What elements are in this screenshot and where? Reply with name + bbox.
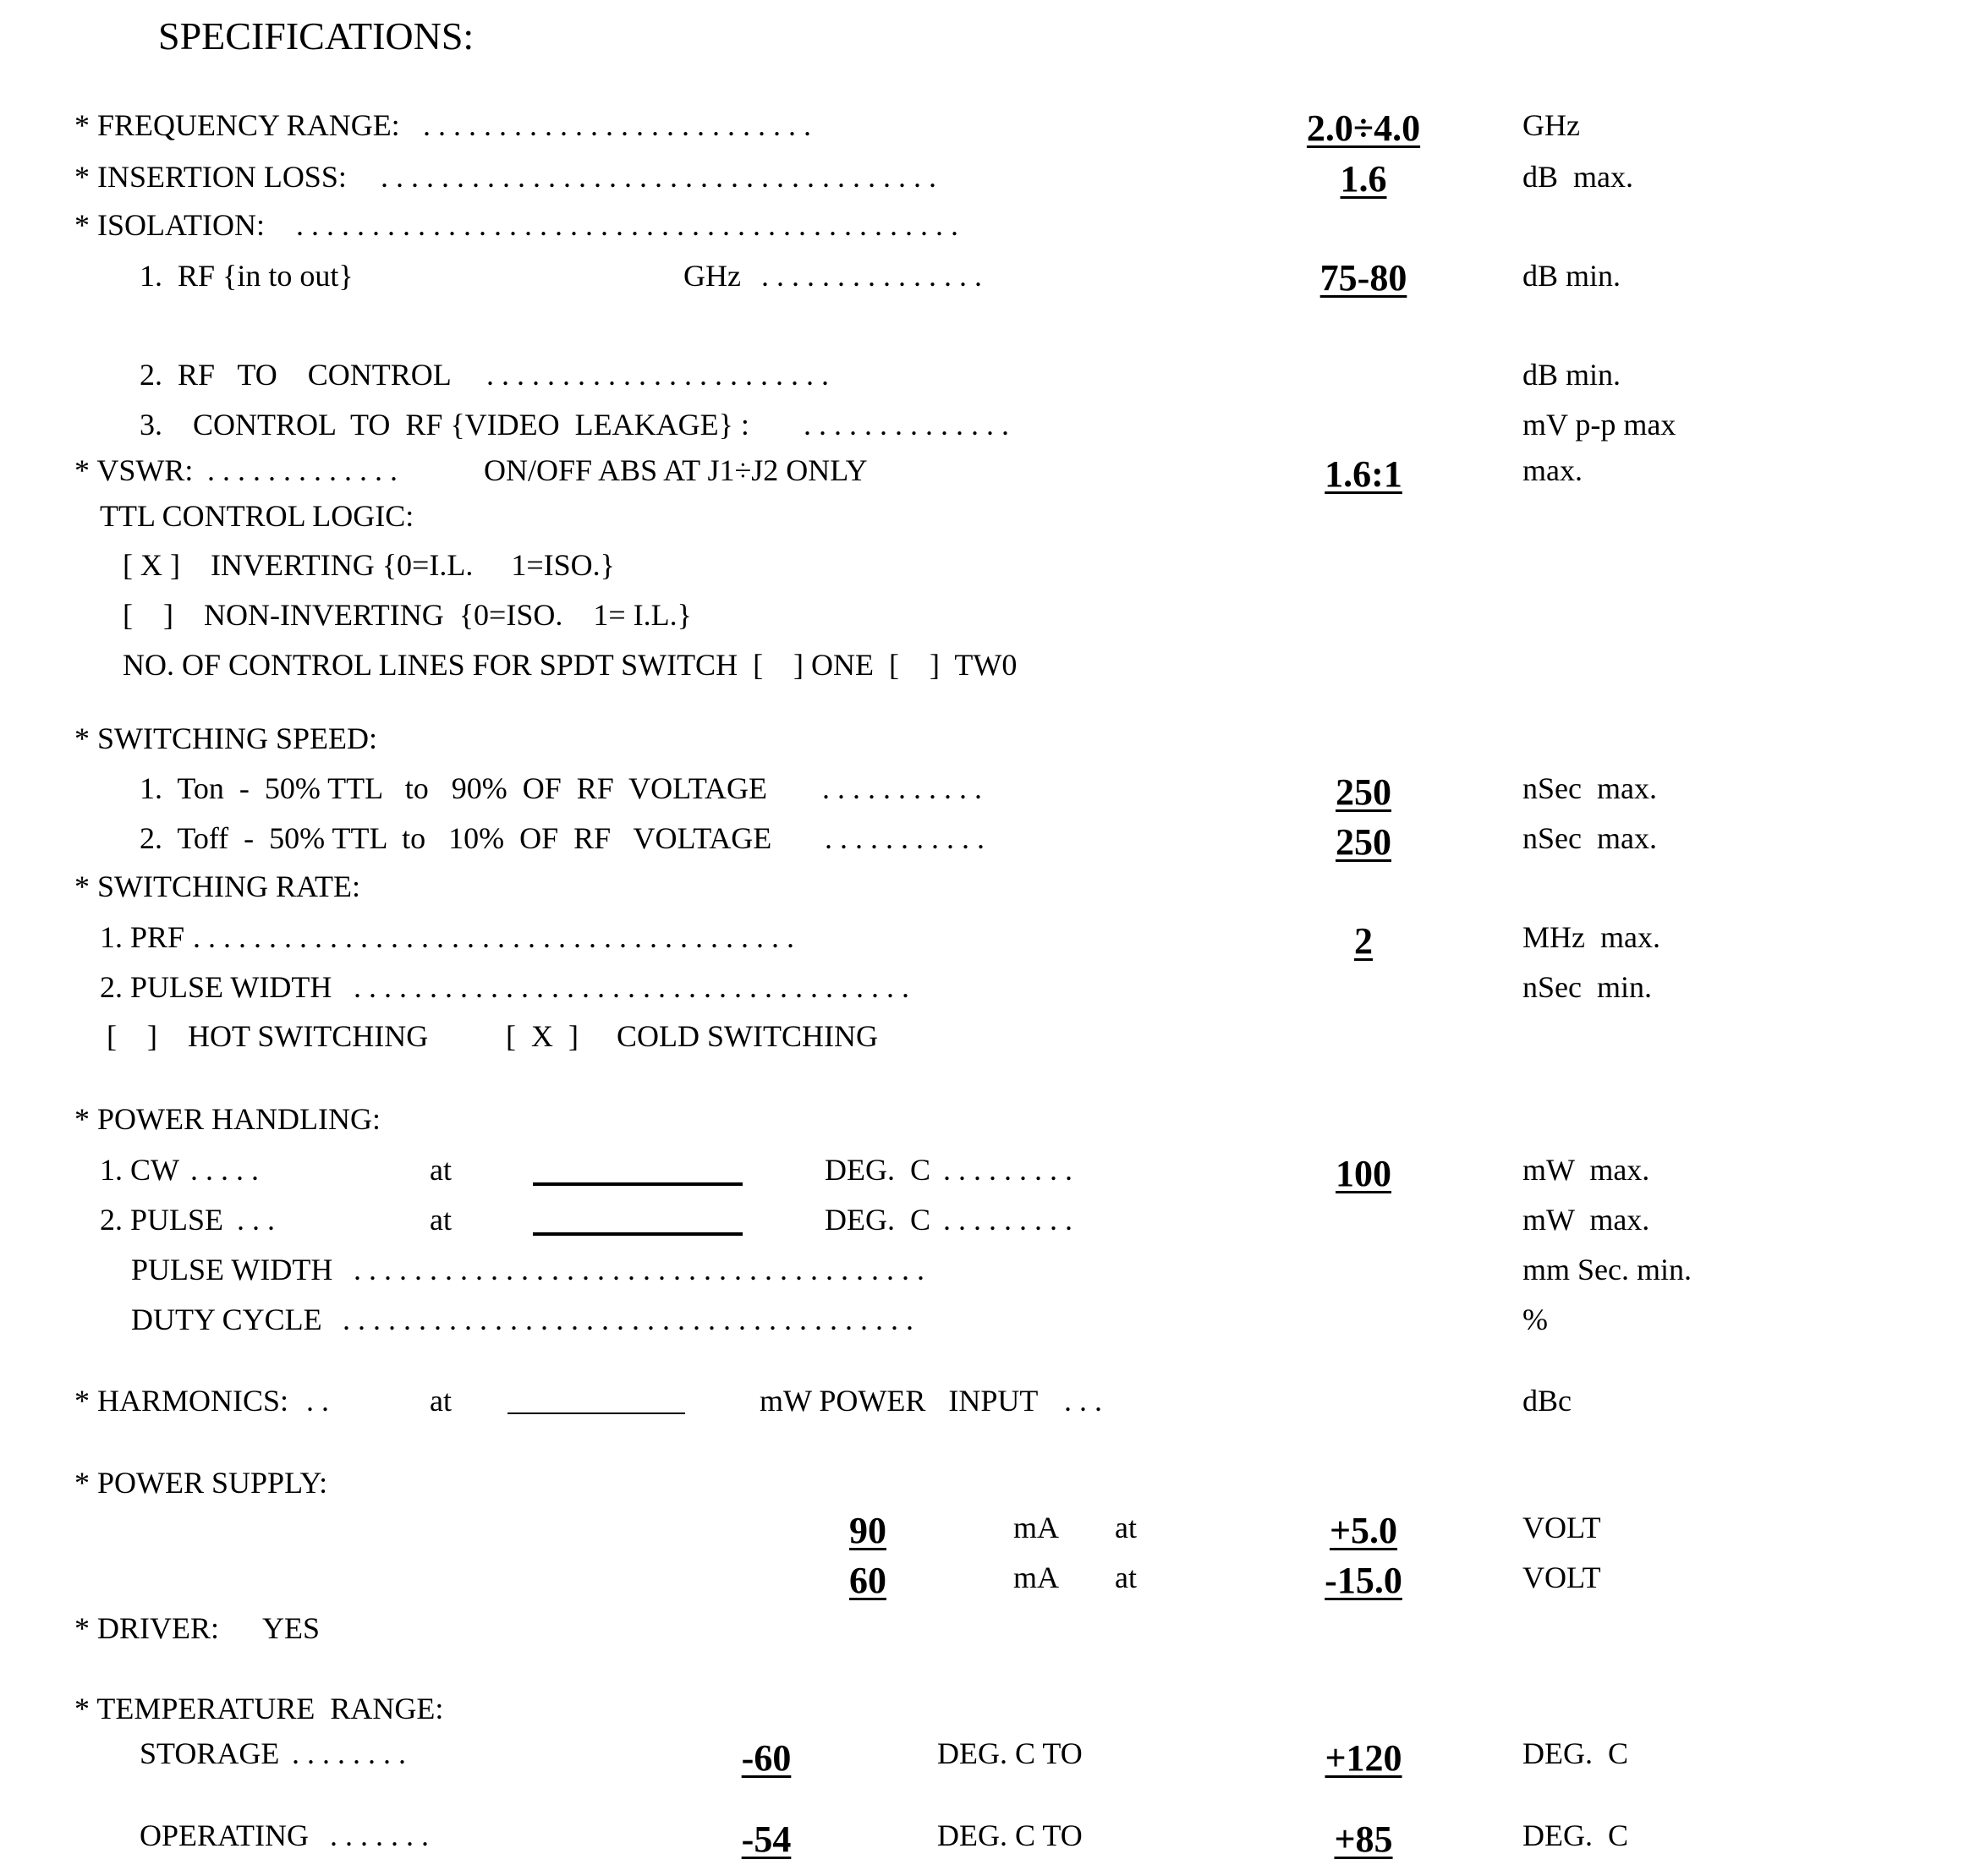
power-pulse-leader: . . .	[237, 1203, 275, 1237]
power-cw-temperature-blank	[533, 1182, 743, 1186]
switching-speed-toff-leader: . . . . . . . . . . .	[825, 821, 985, 855]
harmonics-label: * HARMONICS:	[74, 1384, 289, 1418]
power-supply-label: * POWER SUPPLY:	[74, 1466, 328, 1500]
operating-temp-max: +85	[1334, 1818, 1393, 1860]
power-cw-leader2: . . . . . . . . .	[943, 1153, 1073, 1187]
cold-switching-option: [ X ] COLD SWITCHING	[506, 1019, 878, 1053]
storage-temp-min: -60	[741, 1737, 792, 1779]
power-handling-label: * POWER HANDLING:	[74, 1102, 381, 1136]
isolation-control-to-rf-unit: mV p-p max	[1522, 408, 1676, 442]
power-supply-current: 90	[849, 1510, 886, 1551]
vswr-note: ON/OFF ABS AT J1÷J2 ONLY	[484, 453, 868, 487]
power-supply-unit: VOLT	[1522, 1511, 1601, 1544]
harmonics-unit: dBc	[1522, 1384, 1572, 1418]
operating-temp-min: -54	[741, 1818, 792, 1860]
switching-rate-prf-leader: . . . . . . . . . . . . . . . . . . . . . . . . . . . . . . . . . . . . . . . .	[193, 920, 794, 954]
switching-speed-ton-unit: nSec max.	[1522, 771, 1657, 805]
switching-rate-prf-unit: MHz max.	[1522, 920, 1660, 954]
isolation-rf-to-control-unit: dB min.	[1522, 358, 1621, 392]
power-supply-ma: mA	[1013, 1511, 1059, 1544]
power-supply-voltage: -15.0	[1325, 1560, 1402, 1601]
storage-temp-max: +120	[1325, 1737, 1402, 1779]
power-supply-at: at	[1115, 1561, 1137, 1594]
isolation-rf-in-out-label: 1. RF {in to out}	[140, 259, 354, 293]
driver-value: YES	[262, 1611, 321, 1645]
harmonics-leader: . .	[306, 1384, 329, 1418]
power-supply-current: 60	[849, 1560, 886, 1601]
ttl-control-lines: NO. OF CONTROL LINES FOR SPDT SWITCH [ ] ONE [ ] TW0	[123, 648, 1018, 682]
switching-speed-label: * SWITCHING SPEED:	[74, 721, 377, 755]
duty-cycle-label: DUTY CYCLE	[131, 1303, 322, 1336]
switching-speed-ton-label: 1. Ton - 50% TTL to 90% OF RF VOLTAGE	[140, 771, 767, 805]
ttl-control-logic-label: TTL CONTROL LOGIC:	[100, 499, 414, 533]
isolation-label: * ISOLATION:	[74, 208, 265, 242]
storage-temp-label: STORAGE	[140, 1736, 280, 1770]
power-cw-leader: . . . . .	[190, 1153, 259, 1187]
ttl-inverting-option: [ X ] INVERTING {0=I.L. 1=ISO.}	[123, 548, 615, 582]
switching-rate-pulse-width-leader: . . . . . . . . . . . . . . . . . . . . . . . . . . . . . . . . . . . . .	[354, 970, 909, 1004]
power-supply-voltage: +5.0	[1329, 1510, 1398, 1551]
switching-rate-pulse-width-unit: nSec min.	[1522, 970, 1652, 1004]
power-supply-at: at	[1115, 1511, 1137, 1544]
isolation-leader: . . . . . . . . . . . . . . . . . . . . . . . . . . . . . . . . . . . . . . . . . . . .	[296, 208, 958, 242]
insertion-loss-label: * INSERTION LOSS:	[74, 160, 347, 194]
frequency-range-leader: . . . . . . . . . . . . . . . . . . . . . . . . . .	[423, 108, 811, 142]
harmonics-power-blank	[507, 1412, 685, 1414]
power-supply-unit: VOLT	[1522, 1561, 1601, 1594]
power-pulse-at: at	[430, 1203, 452, 1237]
ttl-non-inverting-option: [ ] NON-INVERTING {0=ISO. 1= I.L.}	[123, 598, 692, 632]
isolation-rf-in-out-unit: dB min.	[1522, 259, 1621, 293]
vswr-value: 1.6:1	[1325, 453, 1402, 495]
storage-temp-to: DEG. C TO	[937, 1736, 1083, 1770]
power-pulse-width-unit: mm Sec. min.	[1522, 1253, 1692, 1286]
vswr-label: * VSWR:	[74, 453, 194, 487]
operating-temp-to: DEG. C TO	[937, 1818, 1083, 1852]
harmonics-input: mW POWER INPUT	[760, 1384, 1039, 1418]
insertion-loss-leader: . . . . . . . . . . . . . . . . . . . . . . . . . . . . . . . . . . . . .	[381, 160, 936, 194]
storage-temp-unit: DEG. C	[1522, 1736, 1628, 1770]
isolation-rf-to-control-label: 2. RF TO CONTROL	[140, 358, 452, 392]
harmonics-leader2: . . .	[1064, 1384, 1102, 1418]
power-pulse-deg: DEG. C	[825, 1203, 930, 1237]
duty-cycle-unit: %	[1522, 1303, 1548, 1336]
operating-temp-label: OPERATING	[140, 1818, 310, 1852]
isolation-rf-in-out-ghz: GHz	[683, 259, 741, 293]
switching-speed-toff-label: 2. Toff - 50% TTL to 10% OF RF VOLTAGE	[140, 821, 772, 855]
storage-temp-leader: . . . . . . . .	[292, 1736, 406, 1770]
operating-temp-unit: DEG. C	[1522, 1818, 1628, 1852]
power-pulse-leader2: . . . . . . . . .	[943, 1203, 1073, 1237]
isolation-rf-in-out-leader: . . . . . . . . . . . . . . .	[761, 259, 982, 293]
switching-speed-ton-value: 250	[1336, 771, 1391, 813]
vswr-unit: max.	[1522, 453, 1583, 487]
power-cw-at: at	[430, 1153, 452, 1187]
power-cw-value: 100	[1336, 1153, 1391, 1194]
insertion-loss-value: 1.6	[1340, 158, 1387, 200]
page-title: SPECIFICATIONS:	[158, 14, 475, 58]
duty-cycle-leader: . . . . . . . . . . . . . . . . . . . . . . . . . . . . . . . . . . . . . .	[343, 1303, 913, 1336]
power-cw-unit: mW max.	[1522, 1153, 1650, 1187]
vswr-leader: . . . . . . . . . . . . .	[207, 453, 398, 487]
insertion-loss-unit: dB max.	[1522, 160, 1633, 194]
switching-rate-prf-label: 1. PRF	[100, 920, 185, 954]
frequency-range-unit: GHz	[1522, 108, 1580, 142]
power-pulse-label: 2. PULSE	[100, 1203, 224, 1237]
isolation-control-to-rf-leader: . . . . . . . . . . . . . .	[804, 408, 1009, 442]
power-pulse-width-label: PULSE WIDTH	[131, 1253, 333, 1286]
power-cw-deg: DEG. C	[825, 1153, 930, 1187]
operating-temp-leader: . . . . . . .	[330, 1818, 429, 1852]
switching-rate-pulse-width-label: 2. PULSE WIDTH	[100, 970, 332, 1004]
power-cw-label: 1. CW	[100, 1153, 179, 1187]
power-supply-ma: mA	[1013, 1561, 1059, 1594]
isolation-control-to-rf-label: 3. CONTROL TO RF {VIDEO LEAKAGE} :	[140, 408, 749, 442]
switching-rate-prf-value: 2	[1354, 920, 1373, 962]
power-pulse-temperature-blank	[533, 1232, 743, 1236]
isolation-rf-in-out-value: 75-80	[1319, 257, 1407, 299]
temperature-range-label: * TEMPERATURE RANGE:	[74, 1692, 444, 1725]
hot-switching-option: [ ] HOT SWITCHING	[107, 1019, 429, 1053]
frequency-range-label: * FREQUENCY RANGE:	[74, 108, 400, 142]
driver-label: * DRIVER:	[74, 1611, 219, 1645]
switching-rate-label: * SWITCHING RATE:	[74, 869, 360, 903]
frequency-range-value: 2.0÷4.0	[1306, 107, 1421, 149]
isolation-rf-to-control-leader: . . . . . . . . . . . . . . . . . . . . . . .	[486, 358, 829, 392]
switching-speed-toff-unit: nSec max.	[1522, 821, 1657, 855]
power-pulse-width-leader: . . . . . . . . . . . . . . . . . . . . . . . . . . . . . . . . . . . . . .	[354, 1253, 924, 1286]
harmonics-at: at	[430, 1384, 452, 1418]
switching-speed-ton-leader: . . . . . . . . . . .	[822, 771, 982, 805]
switching-speed-toff-value: 250	[1336, 821, 1391, 863]
power-pulse-unit: mW max.	[1522, 1203, 1650, 1237]
